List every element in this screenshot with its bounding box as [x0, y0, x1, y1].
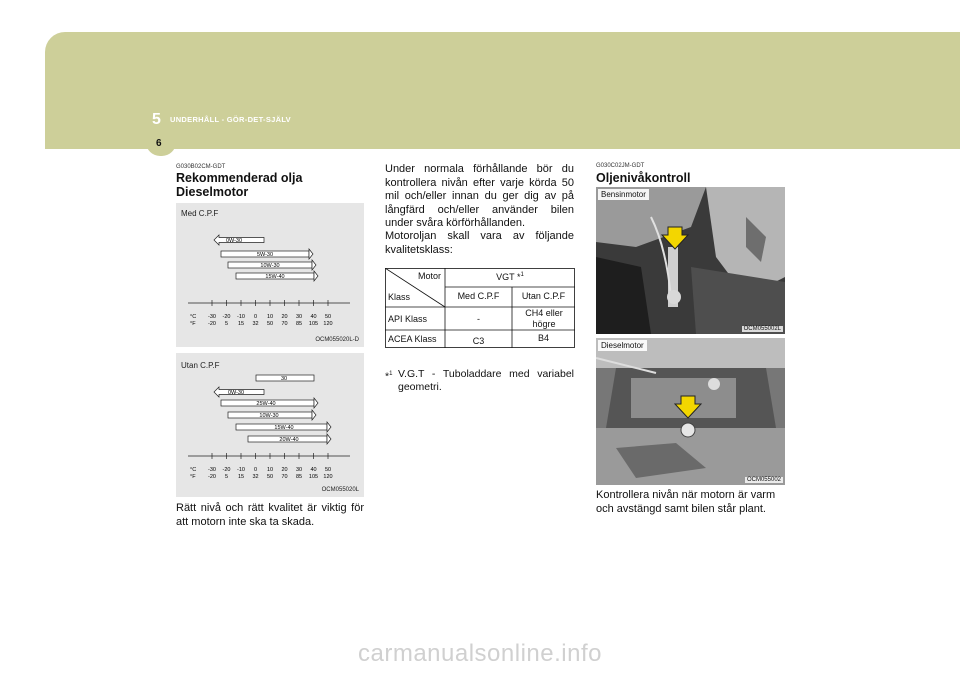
tick-label-fahrenheit: -20 — [208, 321, 216, 327]
tick-label-celsius: 20 — [281, 467, 288, 473]
photo-code: OCM055002L — [743, 326, 781, 332]
unit-fahrenheit: °F — [190, 321, 196, 327]
oil-bar-0w-30 — [214, 387, 264, 397]
chapter-header-band — [45, 32, 960, 149]
temperature-ticks — [208, 453, 333, 480]
tick-label-celsius: 10 — [266, 467, 274, 473]
tick-label-celsius: 30 — [295, 314, 303, 320]
tick-label-celsius: -20 — [222, 314, 231, 320]
col-med-cpf: Med C.P.F — [457, 291, 500, 301]
oil-bar-10w-30 — [228, 260, 316, 270]
engine-photo-diesel — [596, 338, 785, 485]
tick-label-fahrenheit: 120 — [323, 474, 333, 480]
section-title: Oljenivåkontroll — [596, 171, 691, 185]
section-code: G030B02CM-GDT — [176, 164, 226, 170]
oil-bar-20w-40 — [248, 434, 331, 444]
check-interval-text: Under normala förhållande bör du kontrollera nivån efter varje körda 50 mil och/eller innan du ger dig av på långfärd och/eller använder bilen under svåra körförhållanden. — [385, 163, 574, 229]
photo-label: Dieselmotor — [598, 340, 647, 351]
tick-label-celsius: -20 — [222, 467, 231, 473]
vgt-footnote — [385, 368, 574, 394]
tick-label-celsius: 20 — [281, 314, 288, 320]
row-api-label: API Klass — [388, 314, 428, 324]
oil-label: 25W-40 — [256, 401, 276, 407]
unit-fahrenheit: °F — [190, 474, 196, 480]
oil-chart-utan-cpf — [176, 353, 364, 497]
oil-label: 0W-30 — [227, 390, 245, 396]
footnote-mark: *$^1$ — [385, 370, 393, 383]
oil-label: 10W-30 — [260, 263, 280, 269]
tick-label-fahrenheit: 105 — [308, 474, 319, 480]
tick-label-celsius: -30 — [208, 467, 216, 473]
tick-label-fahrenheit: -20 — [208, 474, 216, 480]
oil-label: 10W-30 — [259, 413, 279, 419]
level-check-caption: Kontrollera nivån när motorn är varm och avstängd samt bilen står plant. — [596, 489, 776, 515]
tick-label-celsius: 40 — [310, 314, 317, 320]
oil-class-table — [385, 268, 575, 348]
tick-label-celsius: 50 — [324, 467, 332, 473]
oil-label: 0W-30 — [225, 238, 243, 244]
col-utan-cpf: Utan C.P.F — [521, 291, 566, 301]
vgt-sup: 1 — [520, 272, 524, 278]
chapter-number: 5 — [152, 111, 161, 128]
oil-label: 15W-40 — [265, 274, 285, 280]
tick-label-fahrenheit: 120 — [323, 321, 333, 327]
oil-bar-15w-40 — [236, 271, 318, 281]
chart-title: Utan C.P.F — [181, 361, 220, 370]
table-corner-motor: Motor — [418, 271, 442, 281]
oil-label: 15W-40 — [274, 425, 294, 431]
oil-chart-med-cpf — [176, 203, 364, 347]
chart-code: OCM055020L-D — [315, 337, 359, 343]
row-acea-med: C3 — [472, 336, 485, 346]
tick-label-fahrenheit: 105 — [308, 321, 319, 327]
tick-label-celsius: 50 — [324, 314, 332, 320]
footnote-text: V.G.T - Tuboladdare med variabel geometri. — [398, 368, 574, 393]
row-acea-utan: B4 — [537, 333, 549, 343]
table-corner-klass: Klass — [388, 292, 411, 302]
photo-code: OCM055002 — [746, 477, 781, 483]
tick-label-fahrenheit: 15 — [237, 321, 245, 327]
row-acea-label: ACEA Klass — [388, 334, 437, 344]
table-group-header — [445, 272, 575, 282]
page-number: 6 — [156, 138, 162, 149]
photo-label: Bensinmotor — [598, 189, 649, 200]
chapter-title: UNDERHÅLL - GÖR-DET-SJÄLV — [170, 115, 291, 124]
chart-code: OCM055020L — [321, 487, 359, 493]
chart-title: Med C.P.F — [181, 209, 219, 218]
unit-celsius: °C — [190, 467, 197, 473]
oil-bar-5w-30 — [221, 249, 313, 259]
photo-dieselmotor — [596, 338, 785, 485]
oil-bar-25w-40 — [221, 398, 318, 408]
tick-label-celsius: 40 — [310, 467, 317, 473]
tick-label-celsius: 0 — [253, 314, 258, 320]
oil-label: 30 — [280, 376, 288, 382]
tick-label-fahrenheit: 70 — [281, 474, 288, 480]
engine-photo-petrol — [596, 187, 785, 334]
oil-label: 20W-40 — [279, 437, 299, 443]
section-title: Rekommenderad olja Dieselmotor — [176, 171, 303, 199]
tick-label-celsius: 0 — [253, 467, 258, 473]
oil-bar-0w-30 — [214, 235, 264, 245]
tick-label-celsius: -10 — [237, 314, 245, 320]
oil-bar-15w-40 — [236, 422, 331, 432]
photo-bensinmotor — [596, 187, 785, 334]
tick-label-fahrenheit: 70 — [281, 321, 288, 327]
oil-label: 5W-30 — [256, 252, 274, 258]
tick-label-fahrenheit: 85 — [295, 321, 303, 327]
unit-celsius: °C — [190, 314, 197, 320]
tick-label-celsius: -30 — [208, 314, 216, 320]
row-api-med: - — [477, 314, 480, 324]
tick-label-fahrenheit: 5 — [224, 474, 229, 480]
tick-label-celsius: -10 — [237, 467, 245, 473]
tick-label-fahrenheit: 32 — [252, 321, 259, 327]
tick-label-fahrenheit: 32 — [252, 474, 259, 480]
oil-bar-30 — [256, 375, 314, 382]
tick-label-fahrenheit: 85 — [295, 474, 303, 480]
vgt-label: VGT * — [496, 272, 521, 282]
oil-bar-10w-30 — [228, 410, 316, 420]
tick-label-fahrenheit: 15 — [237, 474, 245, 480]
tick-label-fahrenheit: 5 — [224, 321, 229, 327]
oil-chart-svg — [176, 203, 364, 347]
oil-class-intro: Motoroljan skall vara av följande kvalitetsklass: — [385, 230, 574, 256]
temperature-ticks — [208, 300, 333, 327]
section-code: G030C02JM-GDT — [596, 163, 645, 169]
oil-note: Rätt nivå och rätt kvalitet är viktig för att motorn inte ska ta skada. — [176, 502, 364, 528]
watermark: carmanualsonline.info — [358, 640, 602, 667]
oil-chart-svg — [176, 353, 364, 497]
row-api-utan: CH4 eller högre — [525, 308, 563, 329]
tick-label-celsius: 30 — [295, 467, 303, 473]
tick-label-celsius: 10 — [266, 314, 274, 320]
tick-label-fahrenheit: 50 — [266, 474, 274, 480]
tick-label-fahrenheit: 50 — [266, 321, 274, 327]
